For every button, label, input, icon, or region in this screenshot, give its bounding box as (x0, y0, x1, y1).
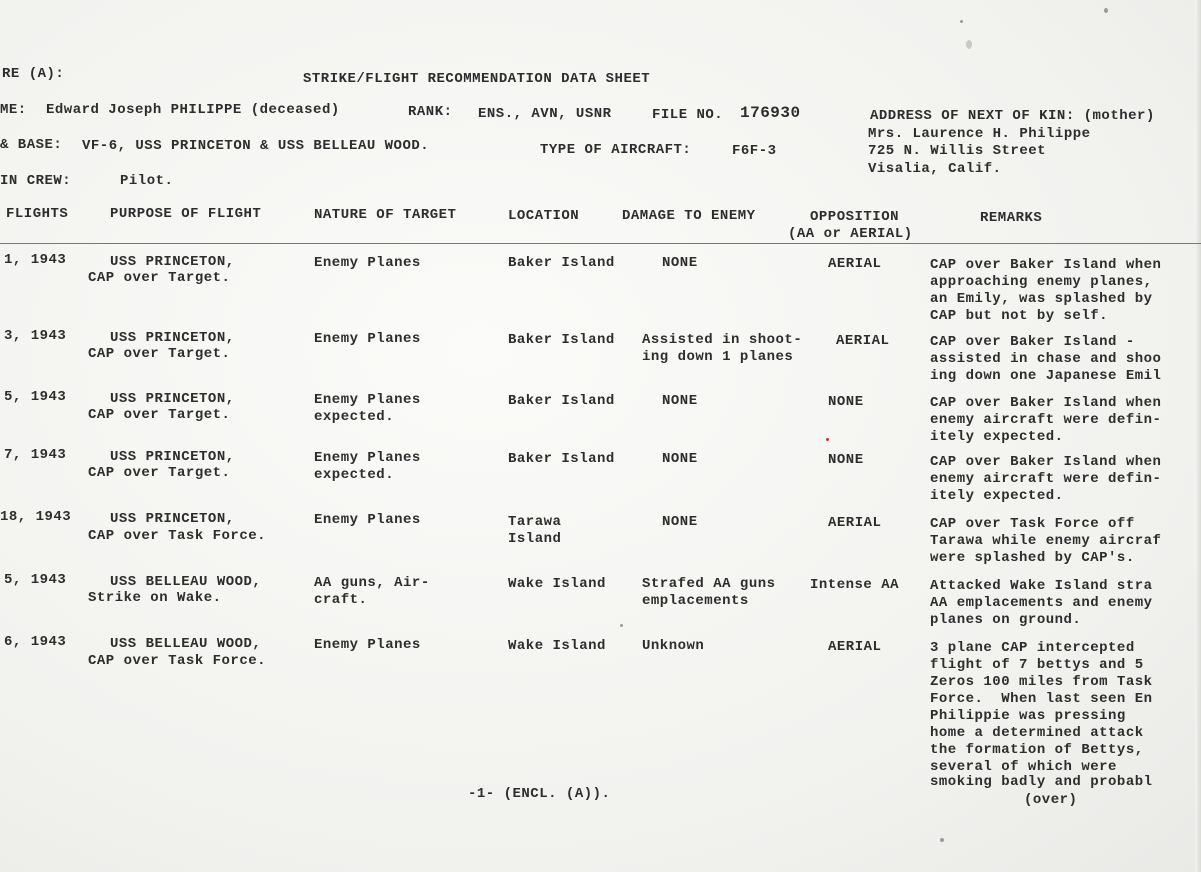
row-remarks-2: assisted in chase and shoo (930, 351, 1162, 367)
row-purpose-1: USS PRINCETON, (110, 330, 235, 346)
row-remarks-9: smoking badly and probabl (930, 774, 1153, 790)
kin-line-1: Mrs. Laurence H. Philippe (868, 126, 1091, 142)
row-opposition: AERIAL (828, 639, 882, 655)
row-remarks-1: Attacked Wake Island stra (930, 578, 1153, 594)
row-remarks-6: home a determined attack (930, 725, 1144, 741)
row-purpose-2: Strike on Wake. (88, 590, 222, 606)
col-opposition: OPPOSITION (810, 209, 900, 225)
row-opposition: NONE (828, 452, 864, 468)
row-remarks-4: Force. When last seen En (930, 691, 1153, 707)
row-remarks-7: the formation of Bettys, (930, 742, 1144, 758)
row-purpose-2: CAP over Target. (88, 270, 231, 286)
row-damage-2: emplacements (642, 593, 749, 609)
row-date: 18, 1943 (0, 509, 72, 525)
row-damage-2: ing down 1 planes (642, 349, 794, 365)
row-target-2: expected. (314, 467, 395, 483)
scan-speck (940, 838, 944, 842)
row-purpose-2: CAP over Task Force. (88, 653, 267, 669)
kin-line-2: 725 N. Willis Street (868, 143, 1047, 159)
rank-label: RANK: (408, 104, 453, 120)
row-purpose-1: USS BELLEAU WOOD, (110, 574, 262, 590)
row-remarks-2: flight of 7 bettys and 5 (930, 657, 1144, 673)
col-flights: FLIGHTS (6, 206, 69, 222)
unit-value: VF-6, USS PRINCETON & USS BELLEAU WOOD. (82, 138, 430, 154)
row-location-1: Baker Island (508, 393, 615, 409)
row-target-1: Enemy Planes (314, 392, 421, 408)
row-location-1: Baker Island (508, 255, 615, 271)
file-label: FILE NO. (652, 107, 724, 123)
row-remarks-3: itely expected. (930, 429, 1064, 445)
row-target-1: Enemy Planes (314, 512, 421, 528)
row-remarks-1: 3 plane CAP intercepted (930, 640, 1135, 656)
kin-label: ADDRESS OF NEXT OF KIN: (mother) (870, 108, 1155, 124)
row-remarks-3: Zeros 100 miles from Task (930, 674, 1153, 690)
row-purpose-1: USS PRINCETON, (110, 511, 235, 527)
row-purpose-1: USS BELLEAU WOOD, (110, 636, 262, 652)
crew-label: IN CREW: (0, 173, 72, 189)
scan-speck (966, 40, 972, 49)
row-remarks-1: CAP over Task Force off (930, 516, 1135, 532)
header-rule (0, 243, 1201, 244)
page-edge-shadow (1195, 0, 1201, 872)
continued-note: (over) (1024, 792, 1078, 808)
kin-line-3: Visalia, Calif. (868, 161, 1002, 177)
row-remarks-5: Philippie was pressing (930, 708, 1126, 724)
row-remarks-3: were splashed by CAP's. (930, 550, 1135, 566)
row-target-1: AA guns, Air- (314, 575, 430, 591)
row-remarks-1: CAP over Baker Island when (930, 257, 1162, 273)
row-remarks-3: an Emily, was splashed by (930, 291, 1153, 307)
row-date: 3, 1943 (4, 328, 67, 344)
row-remarks-8: several of which were (930, 759, 1117, 775)
row-target-1: Enemy Planes (314, 255, 421, 271)
row-remarks-3: planes on ground. (930, 612, 1082, 628)
row-date: 5, 1943 (4, 389, 67, 405)
row-target-1: Enemy Planes (314, 331, 421, 347)
row-purpose-1: USS PRINCETON, (110, 391, 235, 407)
aircraft-label: TYPE OF AIRCRAFT: (540, 142, 692, 158)
row-damage-1: Assisted in shoot- (642, 332, 803, 348)
row-remarks-1: CAP over Baker Island - (930, 334, 1135, 350)
row-date: 5, 1943 (4, 572, 67, 588)
col-target: NATURE OF TARGET (314, 207, 457, 223)
row-opposition: AERIAL (836, 333, 890, 349)
row-purpose-1: USS PRINCETON, (110, 254, 235, 270)
row-remarks-3: ing down one Japanese Emil (930, 368, 1162, 384)
row-remarks-2: enemy aircraft were defin- (930, 412, 1162, 428)
row-location-1: Wake Island (508, 638, 606, 654)
col-damage: DAMAGE TO ENEMY (622, 208, 756, 224)
row-damage-1: Strafed AA guns (642, 576, 776, 592)
rank-value: ENS., AVN, USNR (478, 106, 612, 122)
row-date: 7, 1943 (4, 447, 67, 463)
page-footer: -1- (ENCL. (A)). (468, 786, 611, 802)
row-location-1: Tarawa (508, 514, 562, 530)
row-target-1: Enemy Planes (314, 637, 421, 653)
row-damage-1: NONE (662, 514, 698, 530)
row-target-1: Enemy Planes (314, 450, 421, 466)
col-purpose: PURPOSE OF FLIGHT (110, 206, 262, 222)
unit-label: & BASE: (0, 137, 63, 153)
row-location-1: Wake Island (508, 576, 606, 592)
row-damage-1: Unknown (642, 638, 705, 654)
row-opposition: AERIAL (828, 256, 882, 272)
row-opposition: NONE (828, 394, 864, 410)
col-remarks: REMARKS (980, 210, 1043, 226)
document-title: STRIKE/FLIGHT RECOMMENDATION DATA SHEET (303, 71, 651, 87)
row-purpose-1: USS PRINCETON, (110, 449, 235, 465)
scan-speck (1104, 8, 1108, 13)
row-remarks-2: Tarawa while enemy aircraf (930, 533, 1162, 549)
row-damage-1: NONE (662, 255, 698, 271)
name-value: Edward Joseph PHILIPPE (deceased) (46, 102, 340, 118)
row-location-1: Baker Island (508, 332, 615, 348)
row-purpose-2: CAP over Target. (88, 346, 231, 362)
row-opposition: Intense AA (810, 577, 900, 593)
row-remarks-2: enemy aircraft were defin- (930, 471, 1162, 487)
enclosure-label: RE (A): (2, 66, 65, 82)
row-location-1: Baker Island (508, 451, 615, 467)
row-damage-1: NONE (662, 451, 698, 467)
row-purpose-2: CAP over Target. (88, 407, 231, 423)
row-target-2: expected. (314, 409, 395, 425)
col-location: LOCATION (508, 208, 580, 224)
scan-speck (960, 20, 963, 23)
name-label: ME: (0, 102, 27, 118)
col-opposition-sub: (AA or AERIAL) (788, 226, 913, 242)
row-location-2: Island (508, 531, 562, 547)
row-remarks-4: CAP but not by self. (930, 308, 1109, 324)
row-target-2: craft. (314, 592, 368, 608)
row-date: 1, 1943 (4, 252, 67, 268)
file-value: 176930 (740, 104, 801, 122)
row-purpose-2: CAP over Target. (88, 465, 231, 481)
scan-speck (826, 438, 829, 441)
row-remarks-3: itely expected. (930, 488, 1064, 504)
row-opposition: AERIAL (828, 515, 882, 531)
row-date: 6, 1943 (4, 634, 67, 650)
row-remarks-1: CAP over Baker Island when (930, 454, 1162, 470)
row-remarks-1: CAP over Baker Island when (930, 395, 1162, 411)
row-purpose-2: CAP over Task Force. (88, 528, 267, 544)
row-remarks-2: AA emplacements and enemy (930, 595, 1153, 611)
scan-speck (620, 624, 623, 627)
aircraft-value: F6F-3 (732, 143, 777, 159)
crew-value: Pilot. (120, 173, 174, 189)
row-damage-1: NONE (662, 393, 698, 409)
row-remarks-2: approaching enemy planes, (930, 274, 1153, 290)
